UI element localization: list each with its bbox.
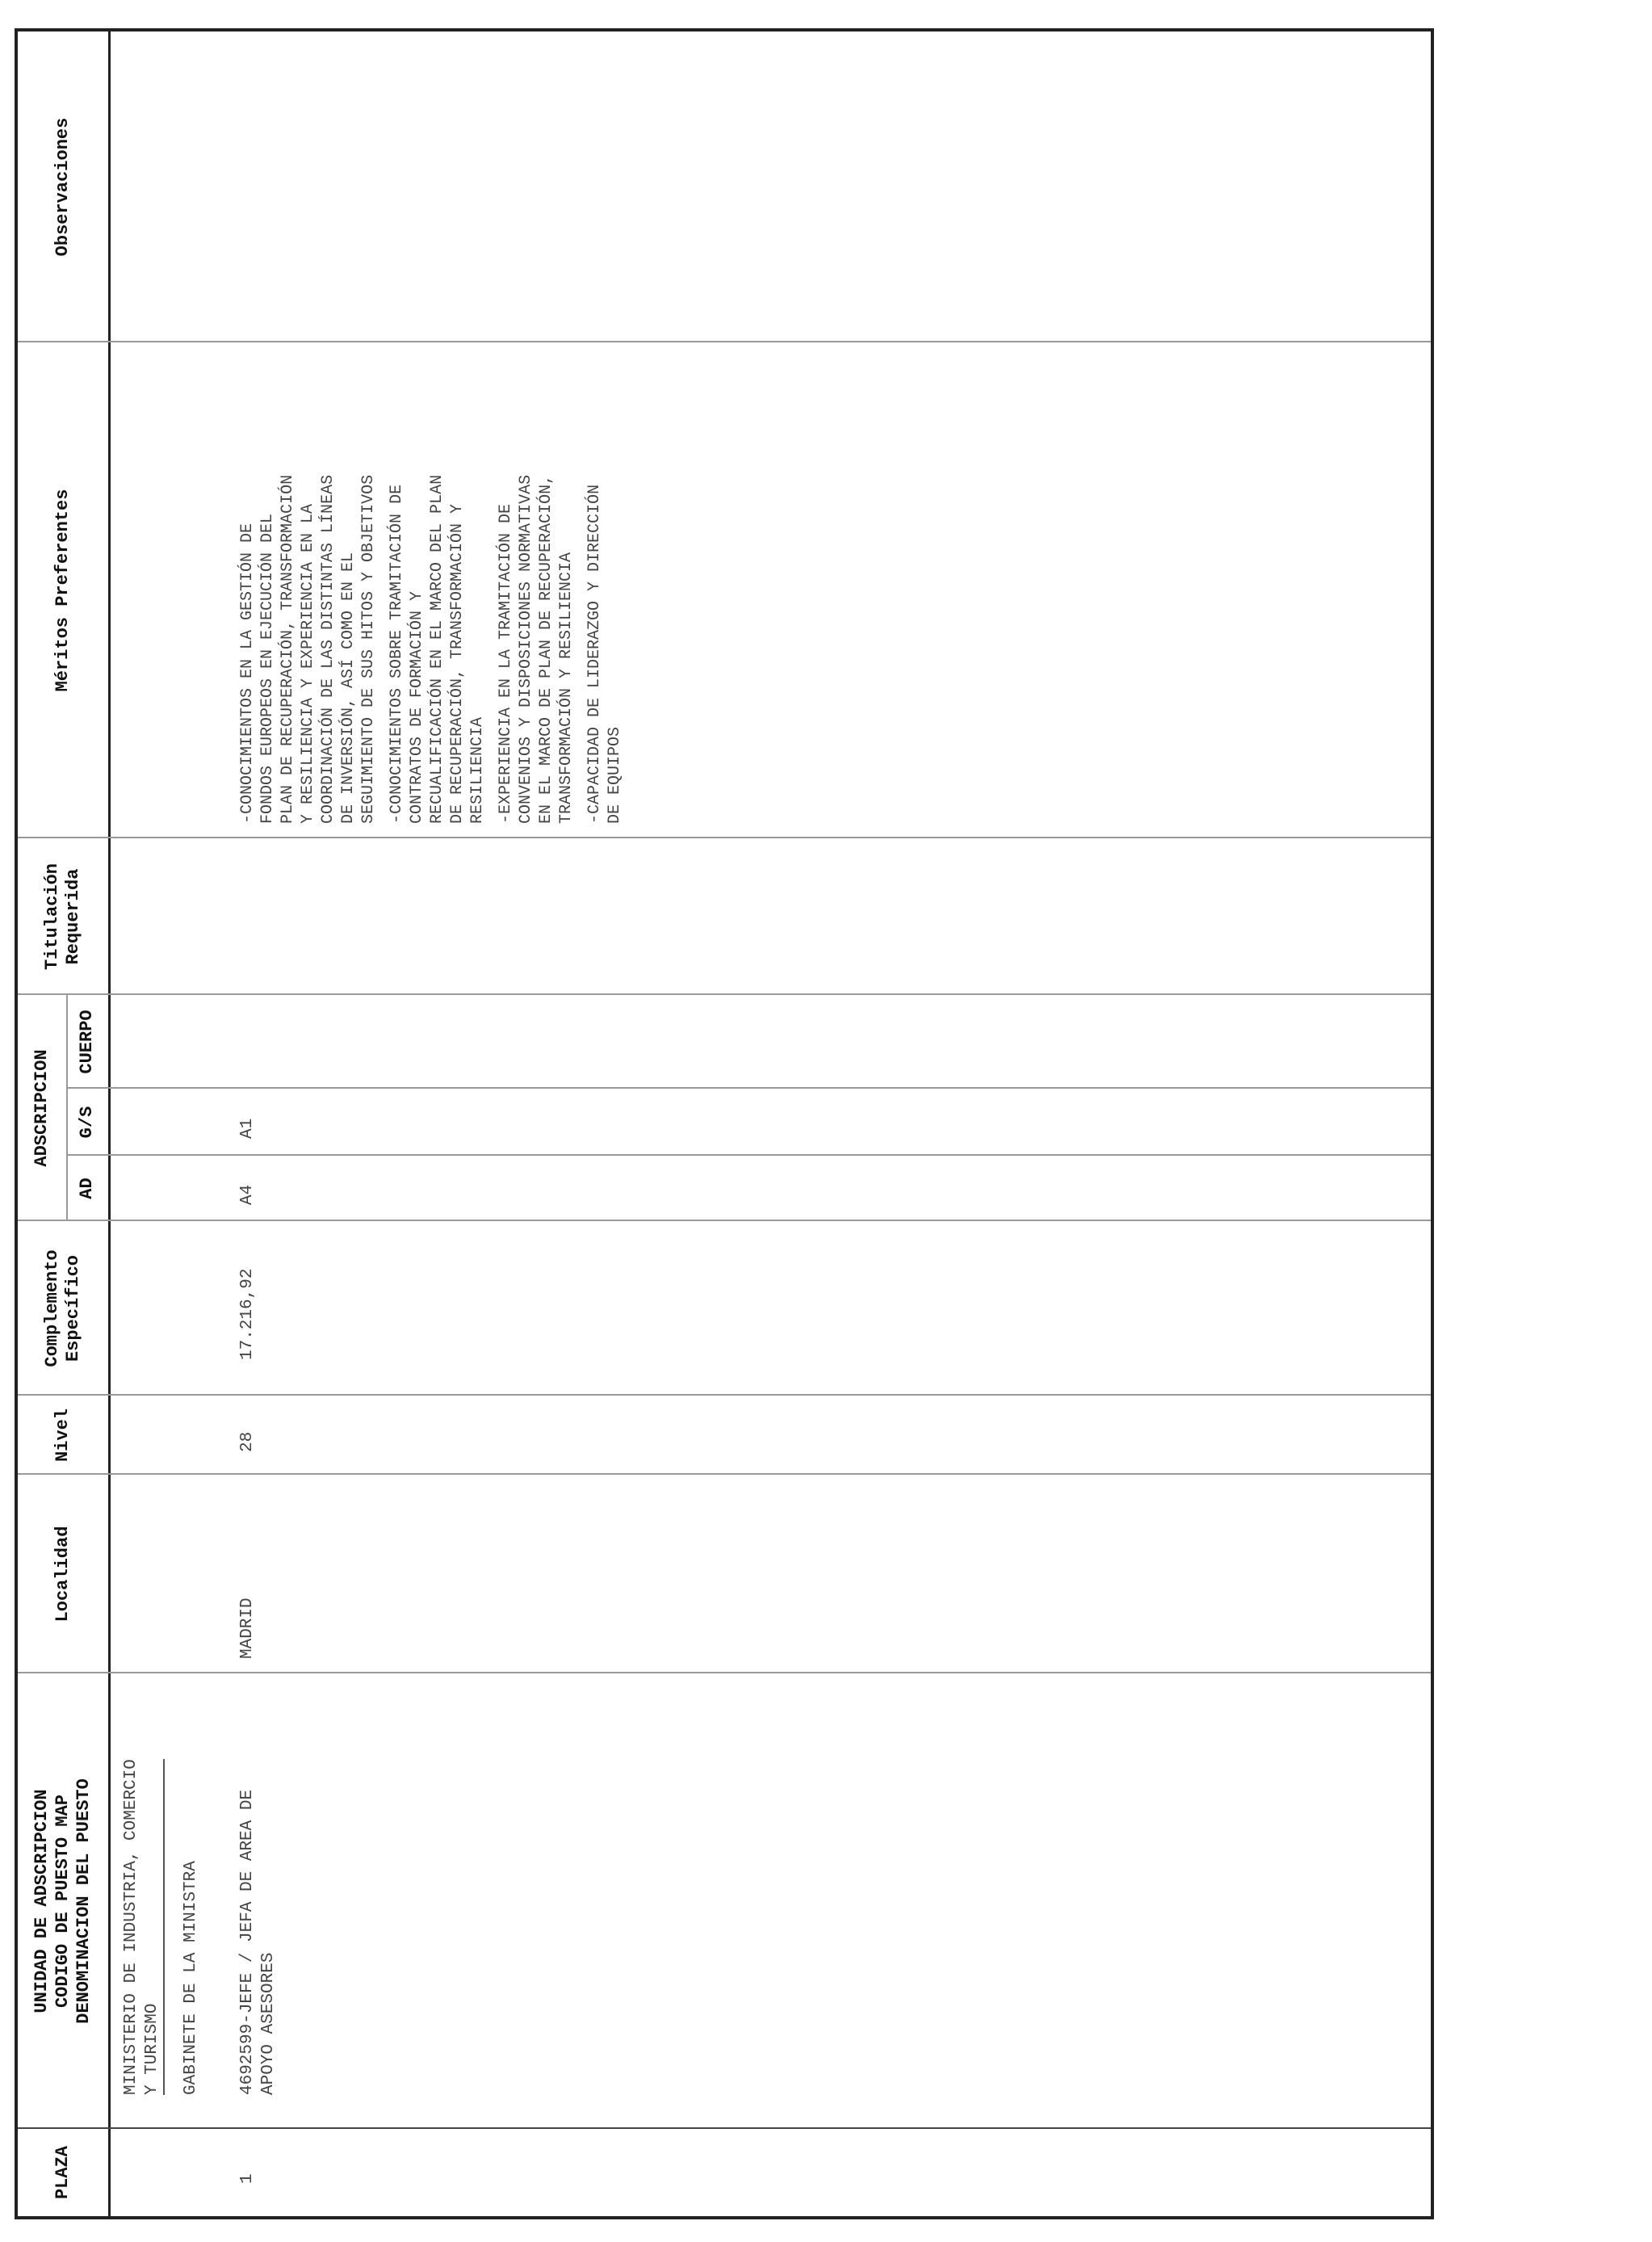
- header-unidad: UNIDAD DE ADSCRIPCION CODIGO DE PUESTO MAP DENOMINACION DEL PUESTO: [31, 1778, 94, 2024]
- localidad-value: MADRID: [238, 1598, 257, 1659]
- header-ad: AD: [77, 1178, 97, 1199]
- merito-line: RECUALIFICACIÓN EN EL MARCO DEL PLAN: [428, 474, 447, 824]
- complemento-value: 17.216,92: [238, 1268, 257, 1360]
- header-plaza: PLAZA: [52, 2146, 73, 2200]
- col-divider: [66, 1087, 1431, 1089]
- header-meritos: Méritos Preferentes: [52, 489, 73, 692]
- merito-line: Y RESILIENCIA Y EXPERIENCIA EN LA: [299, 503, 317, 824]
- merito-item: [237, 475, 379, 824]
- merito-line: -CONOCIMIENTOS EN LA GESTIÓN DE: [238, 523, 257, 824]
- gs-value: A1: [238, 1118, 257, 1139]
- header-complemento: Complemento Específico: [42, 1249, 83, 1367]
- merito-line: CONTRATOS DE FORMACIÓN Y: [408, 590, 426, 824]
- header-localidad: Localidad: [52, 1526, 73, 1623]
- merito-line: PLAN DE RECUPERACIÓN, TRANSFORMACIÓN: [279, 474, 297, 824]
- col-divider: [18, 2127, 1431, 2129]
- unidad-gabinete: GABINETE DE LA MINISTRA: [182, 1861, 200, 2095]
- header-titulacion: Titulación Requerida: [42, 863, 83, 971]
- puesto-denominacion: 4692599-JEFE / JEFA DE AREA DE APOYO ASESORES: [238, 1789, 278, 2095]
- merito-item: [496, 475, 577, 824]
- merito-line: TRANSFORMACIÓN Y RESILIENCIA: [557, 552, 576, 824]
- merito-line: RESILIENCIA: [468, 716, 487, 824]
- merito-line: SEGUIMIENTO DE SUS HITOS Y OBJETIVOS: [359, 474, 378, 824]
- header-observaciones: Observaciones: [52, 117, 73, 257]
- nivel-value: 28: [238, 1431, 257, 1452]
- header-separator: [108, 31, 111, 2216]
- col-divider: [18, 837, 1431, 838]
- col-divider: [18, 1473, 1431, 1475]
- merito-item: [387, 475, 488, 824]
- merito-item: [585, 475, 625, 824]
- header-gs: G/S: [77, 1106, 97, 1139]
- header-adscripcion: ADSCRIPCION: [31, 1049, 52, 1167]
- col-divider: [18, 1672, 1431, 1673]
- col-divider: [18, 1394, 1431, 1396]
- ad-value: A4: [238, 1184, 257, 1205]
- header-nivel: Nivel: [52, 1409, 73, 1463]
- merito-line: -CONOCIMIENTOS SOBRE TRAMITACIÓN DE: [388, 484, 406, 824]
- meritos-list: [237, 475, 633, 824]
- merito-line: DE INVERSIÓN, ASÍ COMO EN EL: [339, 552, 358, 824]
- plaza-number: 1: [238, 2173, 257, 2184]
- merito-line: -EXPERIENCIA EN LA TRAMITACIÓN DE: [497, 503, 515, 824]
- merito-line: FONDOS EUROPEOS EN EJECUCIÓN DEL: [258, 513, 277, 824]
- col-divider: [18, 1220, 1431, 1221]
- merito-line: EN EL MARCO DE PLAN DE RECUPERACIÓN,: [537, 474, 556, 824]
- merito-line: DE RECUPERACIÓN, TRANSFORMACIÓN Y: [448, 503, 467, 824]
- table-frame: [15, 28, 1434, 2219]
- merito-line: -CAPACIDAD DE LIDERAZGO Y DIRECCIÓN: [585, 484, 604, 824]
- merito-line: CONVENIOS Y DISPOSICIONES NORMATIVAS: [517, 474, 535, 824]
- col-divider: [66, 1154, 1431, 1156]
- merito-line: COORDINACIÓN DE LAS DISTINTAS LÍNEAS: [319, 474, 338, 824]
- col-divider: [18, 993, 1431, 995]
- merito-line: DE EQUIPOS: [606, 726, 624, 824]
- unidad-ministerio: MINISTERIO DE INDUSTRIA, COMERCIO Y TURISMO: [121, 1759, 165, 2095]
- header-cuerpo: CUERPO: [77, 1010, 97, 1074]
- col-divider: [18, 341, 1431, 342]
